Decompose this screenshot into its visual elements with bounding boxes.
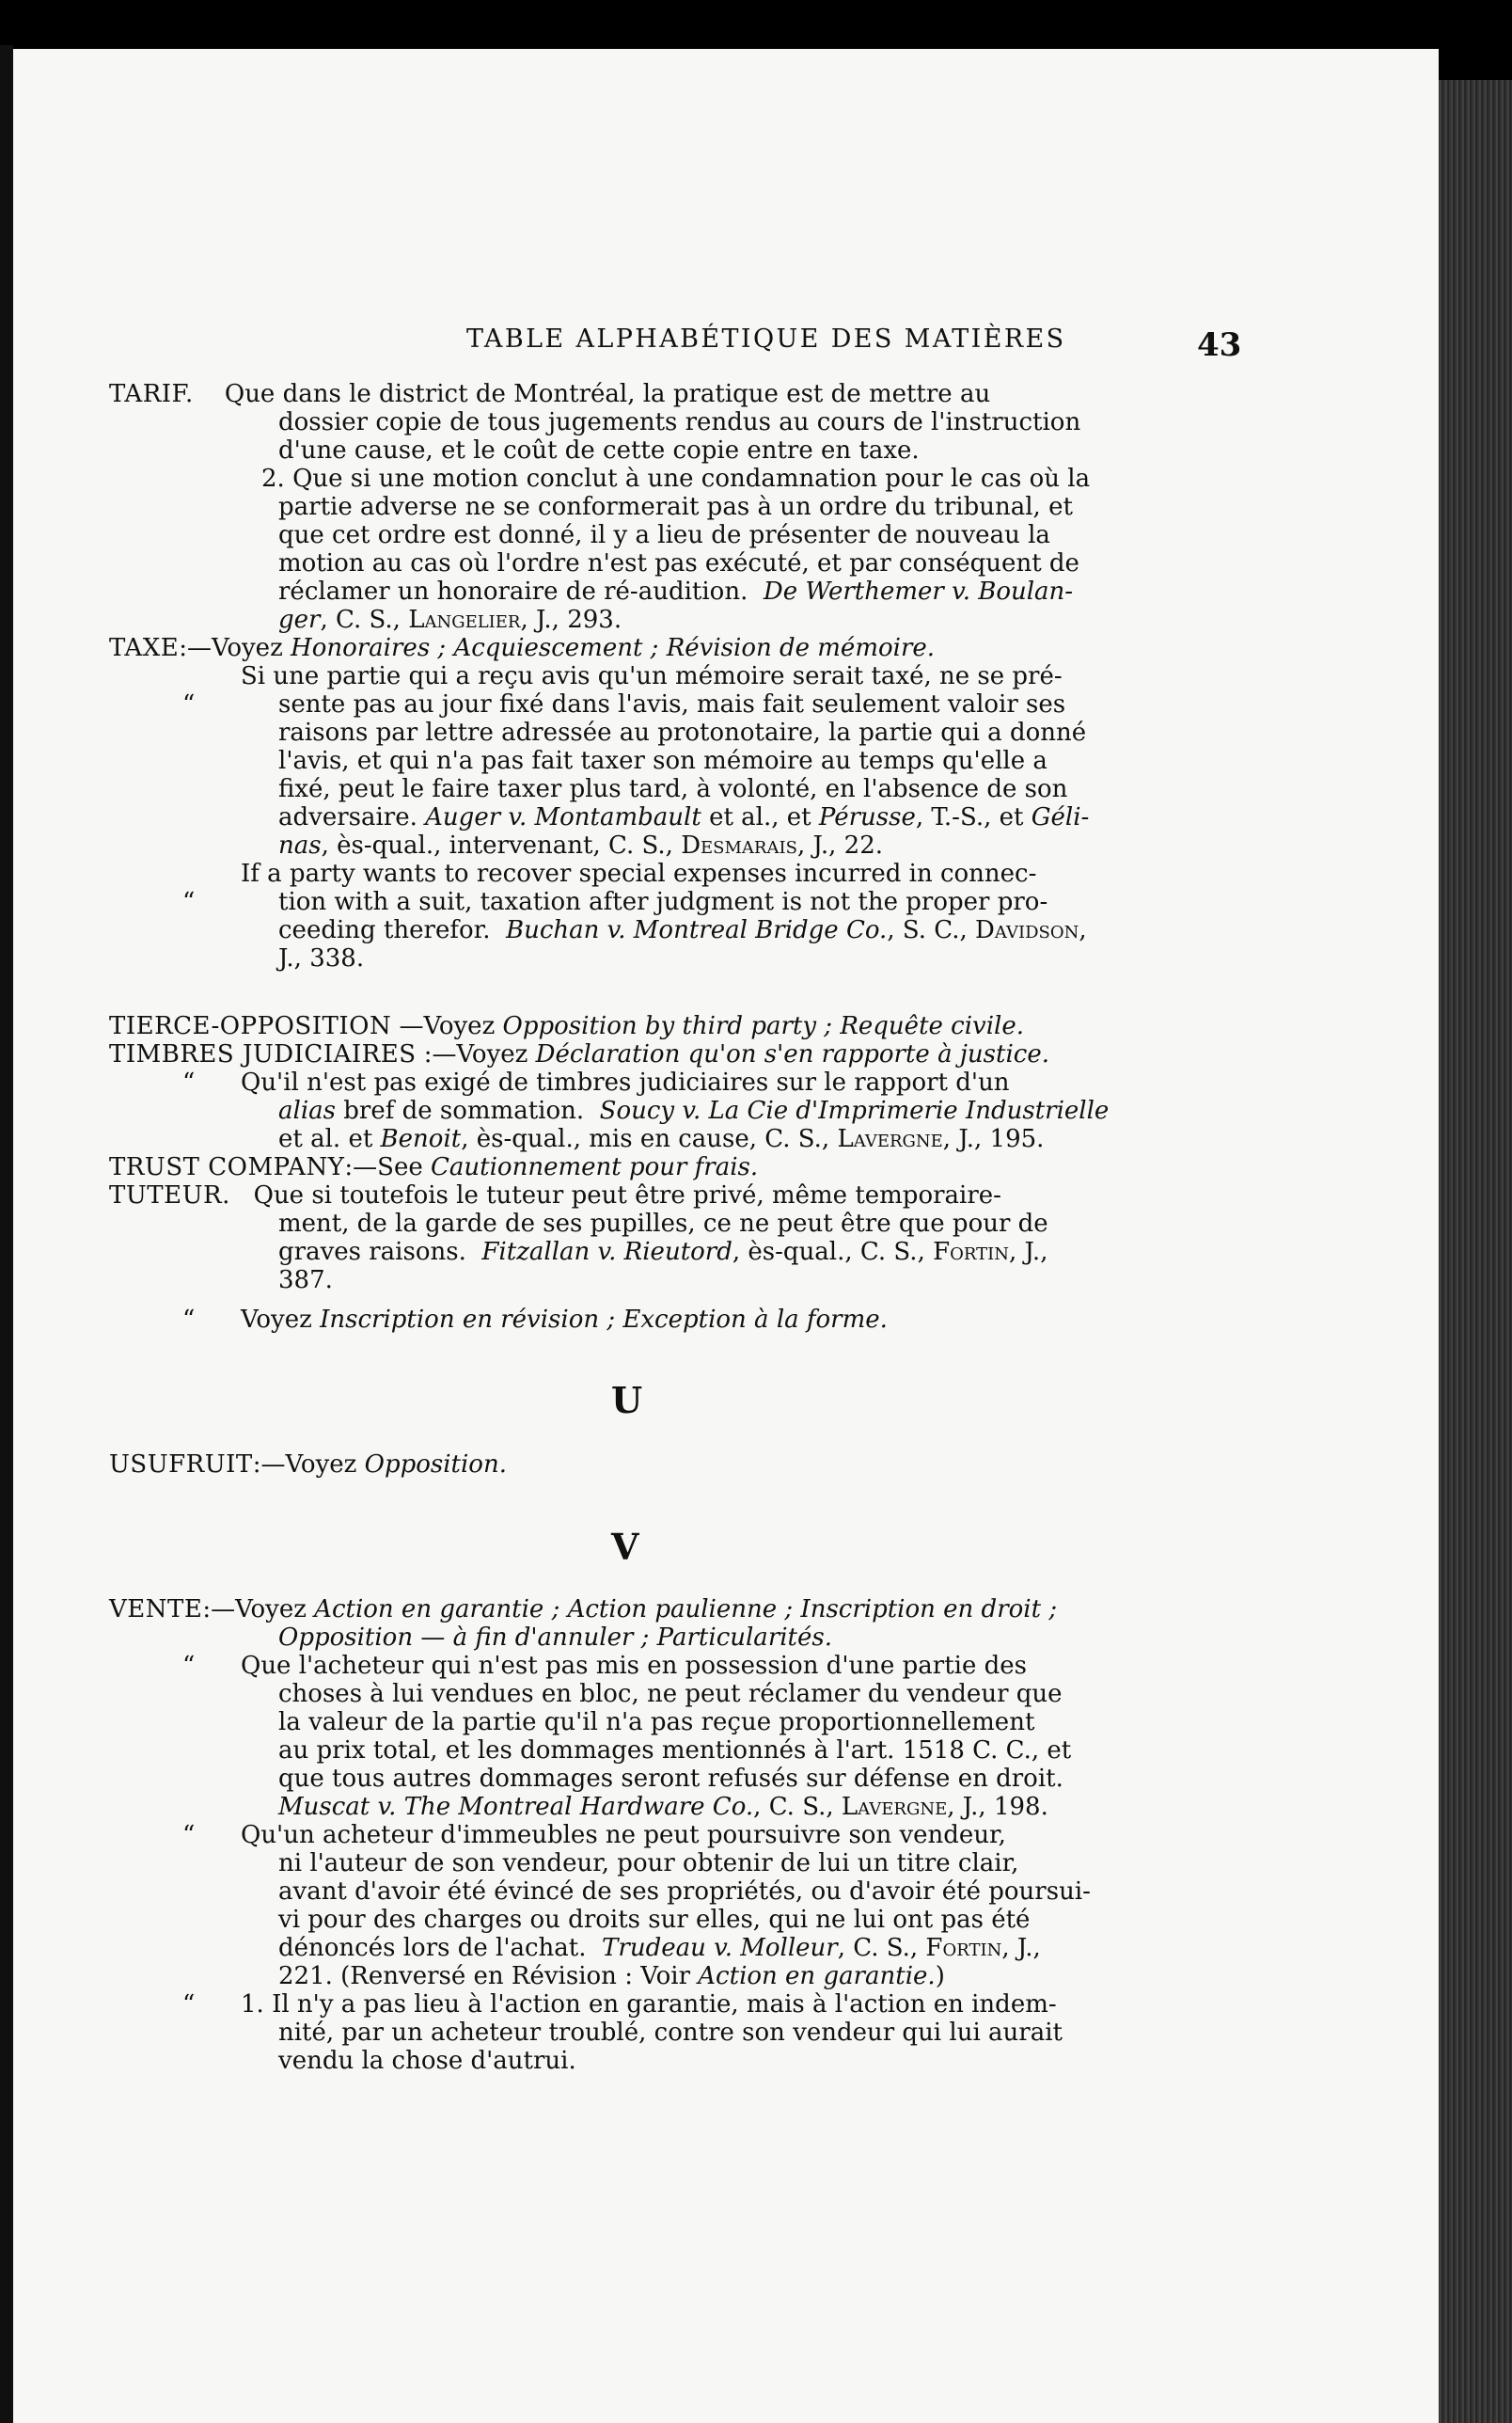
vente-line-16: nité, par un acheteur troublé, contre son vendeur qui lui aurait	[278, 2019, 1063, 2047]
tarif-line-6: que cet ordre est donné, il y a lieu de présenter de nouveau la	[278, 521, 1050, 549]
section-letter-u: U	[611, 1379, 643, 1421]
vente-line-7: que tous autres dommages seront refusés sur défense en droit.	[278, 1765, 1063, 1793]
taxe-citation-etal: et al., et	[709, 803, 811, 831]
ditto-mark: “	[182, 1990, 196, 2019]
taxe-line-5: l'avis, et qui n'a pas fait taxer son mémoire au temps qu'elle a	[278, 747, 1047, 775]
vente-citation-case: Muscat v. The Montreal Hardware Co.	[278, 1793, 754, 1821]
timbres-citation-etal: et al. et	[278, 1125, 373, 1153]
running-title: TABLE ALPHABÉTIQUE DES MATIÈRES	[466, 325, 1066, 354]
entry-tuteur	[109, 1181, 1153, 1334]
vente-citation-page: , J., 198.	[947, 1793, 1048, 1821]
ditto-mark: “	[182, 1652, 196, 1680]
tuteur-citation-court: , ès-qual., C. S.,	[732, 1238, 925, 1266]
tarif-line-2: dossier copie de tous jugements rendus au cours de l'instruction	[278, 408, 1081, 436]
taxe-citation-party-2: Géli-	[1031, 803, 1090, 831]
vente-citation-j: , J.,	[1001, 1934, 1041, 1962]
taxe-judge-2: Davidson	[975, 916, 1079, 944]
ditto-mark: “	[182, 1069, 196, 1097]
timbres-citation-case: Soucy v. La Cie d'Imprimerie Industrielle	[599, 1097, 1110, 1125]
tierce-see-refs: Opposition by third party ; Requête civile.	[502, 1012, 1025, 1040]
vente-line-6: au prix total, et les dommages mentionnés à l'art. 1518 C. C., et	[278, 1736, 1072, 1765]
taxe-line-12: J., 338.	[278, 944, 365, 973]
tarif-citation-case: De Werthemer v. Boulan-	[763, 578, 1074, 606]
tarif-line-1: Que dans le district de Montréal, la pratique est de mettre au	[224, 380, 991, 408]
entry-tierce-opposition	[109, 1012, 1153, 1040]
tarif-citation-page: , J., 293.	[520, 606, 622, 634]
tuteur-line-1: Que si toutefois le tuteur peut être privé, même temporaire-	[253, 1181, 1001, 1210]
usufruit-see-label: :—Voyez	[252, 1450, 357, 1479]
tierce-see-label: —Voyez	[399, 1012, 496, 1040]
book-page-edge	[1439, 80, 1512, 2423]
taxe-line-2: Si une partie qui a reçu avis qu'un mémoire serait taxé, ne se pré-	[241, 662, 1063, 690]
headword-trust-company: TRUST COMPANY	[109, 1153, 345, 1181]
page-number: 43	[1197, 326, 1242, 364]
headword-tarif: TARIF.	[109, 380, 194, 408]
vente-citation-court: , C. S.,	[753, 1793, 834, 1821]
tuteur-line-2: ment, de la garde de ses pupilles, ce ne peut être que pour de	[278, 1210, 1048, 1238]
ditto-mark: “	[182, 1306, 196, 1334]
timbres-alias: alias	[278, 1097, 336, 1125]
taxe-see-refs: Honoraires ; Acquiescement ; Révision de mémoire.	[291, 634, 936, 662]
vente-paren: )	[935, 1962, 945, 1990]
vente-line-12: vi pour des charges ou droits sur elles, qui ne lui ont pas été	[278, 1906, 1031, 1934]
taxe-citation-party: Pérusse	[818, 803, 916, 831]
taxe-line-11: ceeding therefor.	[278, 916, 491, 944]
tarif-line-3: d'une cause, et le coût de cette copie entre en taxe.	[278, 436, 920, 465]
vente-citation-court-2: , C. S.,	[837, 1934, 919, 1962]
headword-tuteur: TUTEUR.	[109, 1181, 230, 1210]
vente-line-10: ni l'auteur de son vendeur, pour obtenir de lui un titre clair,	[278, 1849, 1019, 1877]
vente-see-refs-2: Opposition — à fin d'annuler ; Particularités.	[278, 1623, 832, 1652]
taxe-judge: Desmarais	[681, 831, 797, 860]
tuteur-see-label: Voyez	[241, 1306, 312, 1334]
headword-tierce-opposition: TIERCE-OPPOSITION	[109, 1012, 392, 1040]
tuteur-line-4: 387.	[278, 1266, 333, 1294]
vente-line-3: Que l'acheteur qui n'est pas mis en possession d'une partie des	[241, 1652, 1027, 1680]
taxe-citation-party-2-end: nas	[278, 831, 322, 860]
tarif-line-8: réclamer un honoraire de ré-audition.	[278, 578, 748, 606]
usufruit-see-refs: Opposition.	[364, 1450, 507, 1479]
timbres-judge: Lavergne	[837, 1125, 943, 1153]
entry-taxe	[109, 634, 1153, 973]
taxe-line-6: fixé, peut le faire taxer plus tard, à volonté, en l'absence de son	[278, 775, 1068, 803]
ditto-mark: “	[182, 1821, 196, 1849]
timbres-line-2: Qu'il n'est pas exigé de timbres judiciaires sur le rapport d'un	[241, 1069, 1010, 1097]
tuteur-citation-case: Fitzallan v. Rieutord	[481, 1238, 732, 1266]
entry-usufruit	[109, 1450, 1153, 1479]
tarif-judge: Langelier	[408, 606, 521, 634]
vente-line-13: dénoncés lors de l'achat.	[278, 1934, 587, 1962]
vente-line-9: Qu'un acheteur d'immeubles ne peut poursuivre son vendeur,	[241, 1821, 1006, 1849]
tarif-line-5: partie adverse ne se conformerait pas à un ordre du tribunal, et	[278, 493, 1073, 521]
tuteur-line-3: graves raisons.	[278, 1238, 466, 1266]
ditto-mark: “	[182, 888, 196, 916]
vente-judge: Lavergne	[841, 1793, 948, 1821]
timbres-citation-party: Benoit	[380, 1125, 462, 1153]
taxe-citation-court-2: , S. C.,	[887, 916, 968, 944]
tarif-citation-court: , C. S.,	[320, 606, 401, 634]
vente-line-17: vendu la chose d'autrui.	[278, 2047, 576, 2075]
vente-see-label: :—Voyez	[202, 1595, 307, 1623]
headword-usufruit: USUFRUIT	[109, 1450, 253, 1479]
entry-vente	[109, 1595, 1153, 2075]
vente-line-11: avant d'avoir été évincé de ses propriétés, ou d'avoir été poursui-	[278, 1877, 1091, 1906]
timbres-see-refs: Déclaration qu'on s'en rapporte à justice.	[535, 1040, 1049, 1069]
taxe-line-7: adversaire.	[278, 803, 417, 831]
vente-line-5: la valeur de la partie qu'il n'a pas reçue proportionnellement	[278, 1708, 1035, 1736]
tarif-citation-case-end: ger	[278, 606, 321, 634]
trust-see-label: :—See	[344, 1153, 423, 1181]
vente-judge-2: Fortin	[925, 1934, 1002, 1962]
tuteur-judge: Fortin	[933, 1238, 1009, 1266]
vente-see-ref-3: Action en garantie.	[698, 1962, 936, 1990]
taxe-citation-case-2: Buchan v. Montreal Bridge Co.	[506, 916, 888, 944]
tarif-line-4: 2. Que si une motion conclut à une condamnation pour le cas où la	[261, 465, 1091, 493]
taxe-line-4: raisons par lettre adressée au protonotaire, la partie qui a donné	[278, 719, 1087, 747]
trust-see-refs: Cautionnement pour frais.	[431, 1153, 759, 1181]
book-page	[13, 49, 1439, 2423]
timbres-see-label: :—Voyez	[423, 1040, 528, 1069]
vente-line-4: choses à lui vendues en bloc, ne peut réclamer du vendeur que	[278, 1680, 1063, 1708]
taxe-line-10: tion with a suit, taxation after judgment is not the proper pro-	[278, 888, 1048, 916]
taxe-citation-ts: , T.-S., et	[915, 803, 1024, 831]
taxe-citation-case: Auger v. Montambault	[425, 803, 701, 831]
vente-citation-case-2: Trudeau v. Molleur	[602, 1934, 838, 1962]
timbres-citation-court: , ès-qual., mis en cause, C. S.,	[461, 1125, 830, 1153]
taxe-citation-court: , ès-qual., intervenant, C. S.,	[321, 831, 673, 860]
section-letter-v: V	[611, 1526, 639, 1568]
taxe-citation-page: , J., 22.	[796, 831, 884, 860]
timbres-line-3: bref de sommation.	[343, 1097, 585, 1125]
headword-vente: VENTE	[109, 1595, 203, 1623]
entry-tarif	[109, 380, 1153, 634]
ditto-mark: “	[182, 690, 196, 719]
scan-border-left	[0, 45, 13, 2423]
entry-timbres-judiciaires	[109, 1040, 1153, 1153]
tarif-line-7: motion au cas où l'ordre n'est pas exécuté, et par conséquent de	[278, 549, 1079, 578]
timbres-citation-page: , J., 195.	[942, 1125, 1045, 1153]
entry-trust-company	[109, 1153, 1153, 1181]
headword-taxe: TAXE	[109, 634, 180, 662]
vente-see-refs: Action en garantie ; Action paulienne ; Inscription en droit ;	[314, 1595, 1058, 1623]
headword-timbres-judiciaires: TIMBRES JUDICIAIRES	[109, 1040, 417, 1069]
vente-line-15: 1. Il n'y a pas lieu à l'action en garantie, mais à l'action en indem-	[241, 1990, 1057, 2019]
vente-line-14: 221. (Renversé en Révision : Voir	[278, 1962, 691, 1990]
tuteur-see-refs: Inscription en révision ; Exception à la forme.	[320, 1306, 888, 1334]
tuteur-citation-j: , J.,	[1009, 1238, 1048, 1266]
taxe-line-3: sente pas au jour fixé dans l'avis, mais fait seulement valoir ses	[278, 690, 1066, 719]
taxe-see-label: :—Voyez	[179, 634, 283, 662]
taxe-comma: ,	[1079, 916, 1087, 944]
taxe-line-9: If a party wants to recover special expenses incurred in connec-	[241, 860, 1037, 888]
